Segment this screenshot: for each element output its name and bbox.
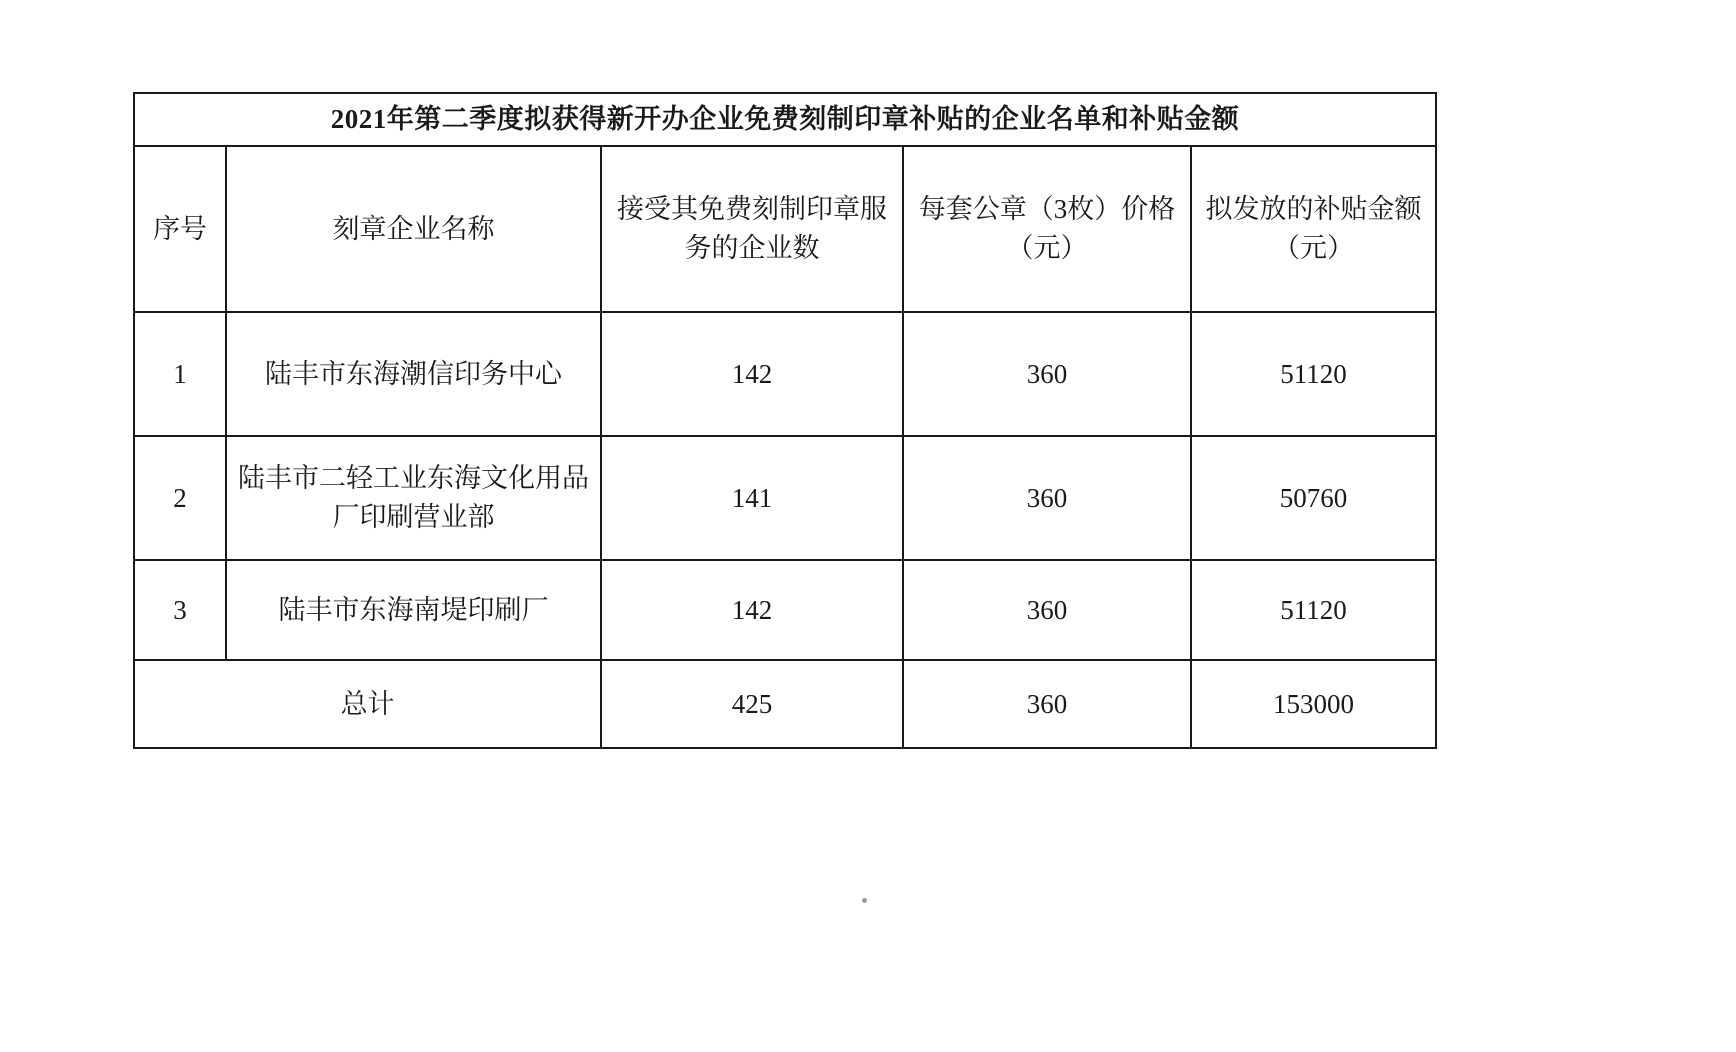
table-row: [134, 312, 1436, 436]
cell-enterprise-count: 141: [601, 436, 903, 560]
total-subsidy: 153000: [1191, 660, 1436, 748]
cell-index: 3: [134, 560, 226, 660]
cell-subsidy: 50760: [1191, 436, 1436, 560]
table-title-row: [134, 93, 1436, 146]
cell-price: 360: [903, 436, 1191, 560]
cell-subsidy: 51120: [1191, 560, 1436, 660]
subsidy-table: [133, 92, 1437, 749]
table-header-row: [134, 146, 1436, 312]
total-label: 总计: [134, 660, 601, 748]
table-total-row: [134, 660, 1436, 748]
column-header-price: 每套公章（3枚）价格（元）: [903, 146, 1191, 312]
cell-company: 陆丰市东海潮信印务中心: [226, 312, 601, 436]
document-title: 2021年第二季度拟获得新开办企业免费刻制印章补贴的企业名单和补贴金额: [134, 93, 1436, 146]
total-enterprise-count: 425: [601, 660, 903, 748]
total-price: 360: [903, 660, 1191, 748]
table-row: [134, 560, 1436, 660]
cell-price: 360: [903, 312, 1191, 436]
page-footer-mark: [862, 898, 867, 903]
cell-index: 2: [134, 436, 226, 560]
table-row: [134, 436, 1436, 560]
cell-price: 360: [903, 560, 1191, 660]
column-header-index: 序号: [134, 146, 226, 312]
column-header-company: 刻章企业名称: [226, 146, 601, 312]
cell-company: 陆丰市二轻工业东海文化用品厂印刷营业部: [226, 436, 601, 560]
cell-enterprise-count: 142: [601, 312, 903, 436]
cell-subsidy: 51120: [1191, 312, 1436, 436]
column-header-subsidy: 拟发放的补贴金额（元）: [1191, 146, 1436, 312]
column-header-enterprise-count: 接受其免费刻制印章服务的企业数: [601, 146, 903, 312]
cell-enterprise-count: 142: [601, 560, 903, 660]
cell-index: 1: [134, 312, 226, 436]
cell-company: 陆丰市东海南堤印刷厂: [226, 560, 601, 660]
